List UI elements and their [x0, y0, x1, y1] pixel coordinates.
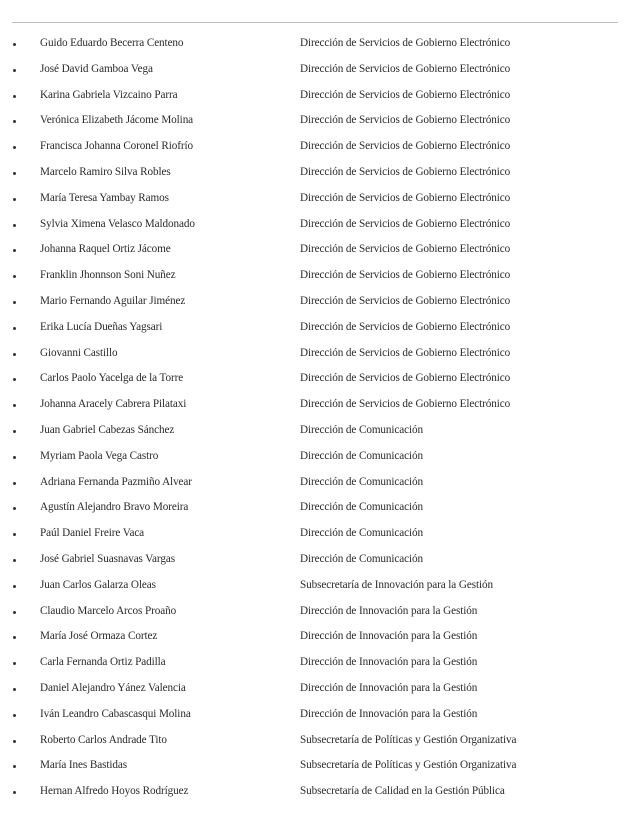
bullet-icon	[13, 662, 16, 665]
bullet-icon	[13, 688, 16, 691]
person-name: Paúl Daniel Freire Vaca	[40, 527, 145, 540]
person-name: Mario Fernando Aguilar Jiménez	[40, 294, 186, 307]
person-name: Verónica Elizabeth Jácome Molina	[40, 114, 194, 127]
person-name: Adriana Fernanda Pazmiño Alvear	[40, 475, 192, 488]
list-item	[0, 61, 630, 87]
bullet-icon	[13, 198, 16, 201]
person-name: Claudio Marcelo Arcos Proaño	[40, 604, 177, 617]
person-name: Carlos Paolo Yacelga de la Torre	[40, 372, 184, 385]
person-name: Juan Carlos Galarza Oleas	[40, 578, 156, 591]
bullet-icon	[13, 611, 16, 614]
person-name: Johanna Raquel Ortiz Jácome	[40, 243, 171, 256]
staff-list	[0, 35, 630, 809]
top-divider	[12, 22, 618, 23]
person-name: Francisca Johanna Coronel Riofrío	[40, 140, 193, 153]
bullet-icon	[13, 224, 16, 227]
list-item	[0, 757, 630, 783]
person-name: Marcelo Ramiro Silva Robles	[40, 165, 171, 178]
list-item	[0, 190, 630, 216]
person-name: Erika Lucía Dueñas Yagsari	[40, 320, 163, 333]
list-item	[0, 603, 630, 629]
list-item	[0, 474, 630, 500]
department-name: Dirección de Servicios de Gobierno Electrónico	[300, 294, 511, 307]
department-name: Dirección de Servicios de Gobierno Electrónico	[300, 320, 511, 333]
person-name: Sylvia Ximena Velasco Maldonado	[40, 217, 195, 230]
bullet-icon	[13, 507, 16, 510]
person-name: Hernan Alfredo Hoyos Rodríguez	[40, 785, 189, 798]
bullet-icon	[13, 120, 16, 123]
person-name: Karina Gabriela Vizcaino Parra	[40, 88, 178, 101]
person-name: José David Gamboa Vega	[40, 62, 153, 75]
list-item	[0, 267, 630, 293]
department-name: Dirección de Servicios de Gobierno Electrónico	[300, 217, 511, 230]
list-item	[0, 35, 630, 61]
department-name: Dirección de Servicios de Gobierno Electrónico	[300, 191, 511, 204]
list-item	[0, 164, 630, 190]
list-item	[0, 241, 630, 267]
department-name: Dirección de Innovación para la Gestión	[300, 656, 478, 669]
bullet-icon	[13, 714, 16, 717]
person-name: María Teresa Yambay Ramos	[40, 191, 169, 204]
list-item	[0, 345, 630, 371]
department-name: Dirección de Servicios de Gobierno Electrónico	[300, 372, 511, 385]
department-name: Dirección de Servicios de Gobierno Electrónico	[300, 269, 511, 282]
department-name: Subsecretaría de Innovación para la Gestión	[300, 578, 493, 591]
department-name: Dirección de Servicios de Gobierno Electrónico	[300, 165, 511, 178]
list-item	[0, 216, 630, 242]
department-name: Dirección de Comunicación	[300, 475, 424, 488]
list-item	[0, 112, 630, 138]
person-name: Roberto Carlos Andrade Tito	[40, 733, 167, 746]
bullet-icon	[13, 559, 16, 562]
bullet-icon	[13, 69, 16, 72]
list-item	[0, 628, 630, 654]
list-item	[0, 680, 630, 706]
department-name: Dirección de Servicios de Gobierno Electrónico	[300, 398, 511, 411]
bullet-icon	[13, 404, 16, 407]
department-name: Dirección de Servicios de Gobierno Electrónico	[300, 88, 511, 101]
bullet-icon	[13, 146, 16, 149]
bullet-icon	[13, 585, 16, 588]
list-item	[0, 577, 630, 603]
person-name: Guido Eduardo Becerra Centeno	[40, 37, 184, 49]
person-name: Franklin Jhonnson Soni Nuñez	[40, 269, 176, 282]
person-name: María José Ormaza Cortez	[40, 630, 158, 643]
bullet-icon	[13, 172, 16, 175]
list-item	[0, 706, 630, 732]
person-name: Giovanni Castillo	[40, 346, 118, 359]
person-name: Juan Gabriel Cabezas Sánchez	[40, 423, 175, 436]
bullet-icon	[13, 95, 16, 98]
list-item	[0, 422, 630, 448]
department-name: Subsecretaría de Calidad en la Gestión Pública	[300, 785, 505, 798]
bullet-icon	[13, 301, 16, 304]
person-name: Iván Leandro Cabascasqui Molina	[40, 707, 191, 720]
list-item	[0, 551, 630, 577]
list-item	[0, 499, 630, 525]
bullet-icon	[13, 533, 16, 536]
bullet-icon	[13, 327, 16, 330]
list-item	[0, 293, 630, 319]
person-name: Carla Fernanda Ortiz Padilla	[40, 656, 166, 669]
department-name: Subsecretaría de Políticas y Gestión Organizativa	[300, 759, 517, 772]
person-name: José Gabriel Suasnavas Vargas	[40, 552, 175, 565]
list-item	[0, 732, 630, 758]
bullet-icon	[13, 456, 16, 459]
bullet-icon	[13, 740, 16, 743]
bullet-icon	[13, 430, 16, 433]
department-name: Dirección de Innovación para la Gestión	[300, 681, 478, 694]
department-name: Dirección de Comunicación	[300, 449, 424, 462]
list-item	[0, 654, 630, 680]
department-name: Dirección de Servicios de Gobierno Electrónico	[300, 243, 511, 256]
bullet-icon	[13, 765, 16, 768]
department-name: Dirección de Innovación para la Gestión	[300, 604, 478, 617]
department-name: Dirección de Servicios de Gobierno Electrónico	[300, 114, 511, 127]
bullet-icon	[13, 378, 16, 381]
list-item	[0, 525, 630, 551]
department-name: Dirección de Comunicación	[300, 423, 424, 436]
bullet-icon	[13, 482, 16, 485]
list-item	[0, 138, 630, 164]
department-name: Dirección de Innovación para la Gestión	[300, 630, 478, 643]
list-item	[0, 396, 630, 422]
department-name: Dirección de Servicios de Gobierno Electrónico	[300, 37, 511, 49]
list-item	[0, 448, 630, 474]
bullet-icon	[13, 249, 16, 252]
person-name: Daniel Alejandro Yánez Valencia	[40, 681, 186, 694]
list-item	[0, 87, 630, 113]
bullet-icon	[13, 353, 16, 356]
bullet-icon	[13, 275, 16, 278]
bullet-icon	[13, 636, 16, 639]
person-name: Myriam Paola Vega Castro	[40, 449, 159, 462]
department-name: Dirección de Servicios de Gobierno Electrónico	[300, 140, 511, 153]
person-name: Johanna Aracely Cabrera Pilataxi	[40, 398, 187, 411]
list-item	[0, 783, 630, 809]
department-name: Dirección de Comunicación	[300, 501, 424, 514]
bullet-icon	[13, 791, 16, 794]
department-name: Dirección de Comunicación	[300, 527, 424, 540]
department-name: Dirección de Comunicación	[300, 552, 424, 565]
department-name: Subsecretaría de Políticas y Gestión Organizativa	[300, 733, 517, 746]
bullet-icon	[13, 43, 16, 46]
department-name: Dirección de Innovación para la Gestión	[300, 707, 478, 720]
department-name: Dirección de Servicios de Gobierno Electrónico	[300, 346, 511, 359]
person-name: Agustín Alejandro Bravo Moreira	[40, 501, 189, 514]
list-item	[0, 319, 630, 345]
list-item	[0, 370, 630, 396]
person-name: María Ines Bastidas	[40, 759, 127, 772]
department-name: Dirección de Servicios de Gobierno Electrónico	[300, 62, 511, 75]
